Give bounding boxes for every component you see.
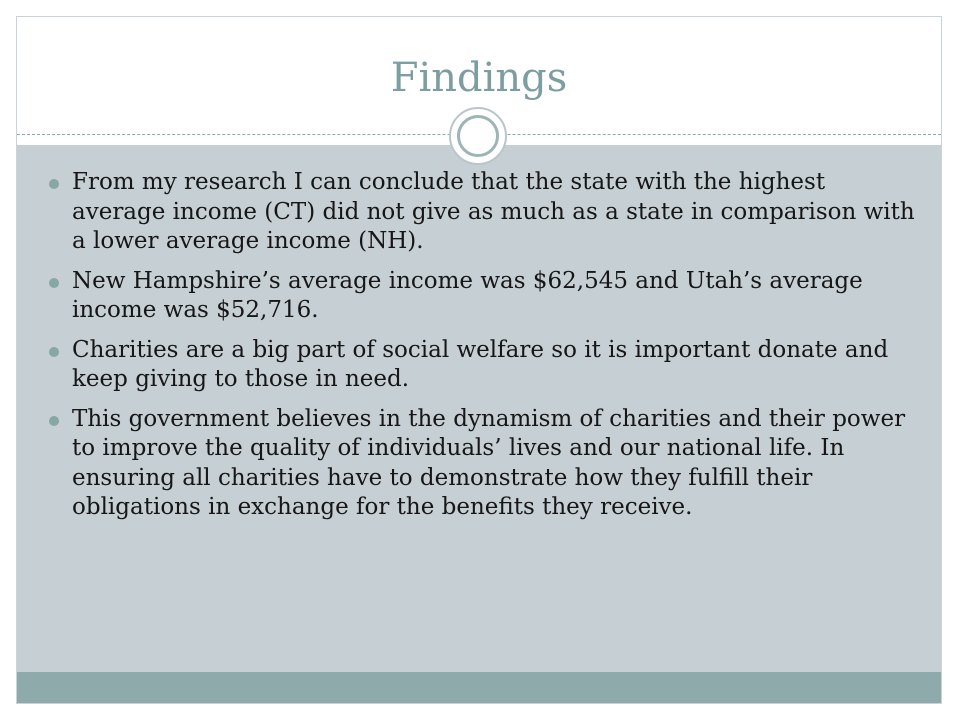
bullet-item-3 xyxy=(48,336,918,395)
bullet-text-3: Charities are a big part of social welfare so it is important donate and keep giving to those in need. xyxy=(72,336,889,392)
bullet-list xyxy=(48,168,918,533)
bullet-dot-icon xyxy=(49,179,59,189)
bullet-item-4 xyxy=(48,405,918,523)
bullet-text-1: From my research I can conclude that the state with the highest average income (CT) did not give as much as a state in comparison with a lower average income (NH). xyxy=(72,169,915,254)
bullet-dot-icon xyxy=(49,416,59,426)
double-circle-ornament-icon xyxy=(449,107,507,165)
bullet-dot-icon xyxy=(49,278,59,288)
bullet-text-4: This government believes in the dynamism of charities and their power to improve the quality of individuals’ lives and our national life. In ensuring all charities have to demonstrate how they fulfill their obligations in exchange for the benefits they receive. xyxy=(72,405,906,520)
slide-title: Findings xyxy=(390,55,568,101)
bullet-item-2 xyxy=(48,267,918,326)
bullet-text-2: New Hampshire’s average income was $62,545 and Utah’s average income was $52,716. xyxy=(72,267,863,323)
footer-bar xyxy=(17,672,941,703)
bullet-item-1 xyxy=(48,168,918,257)
bullet-dot-icon xyxy=(49,347,59,357)
